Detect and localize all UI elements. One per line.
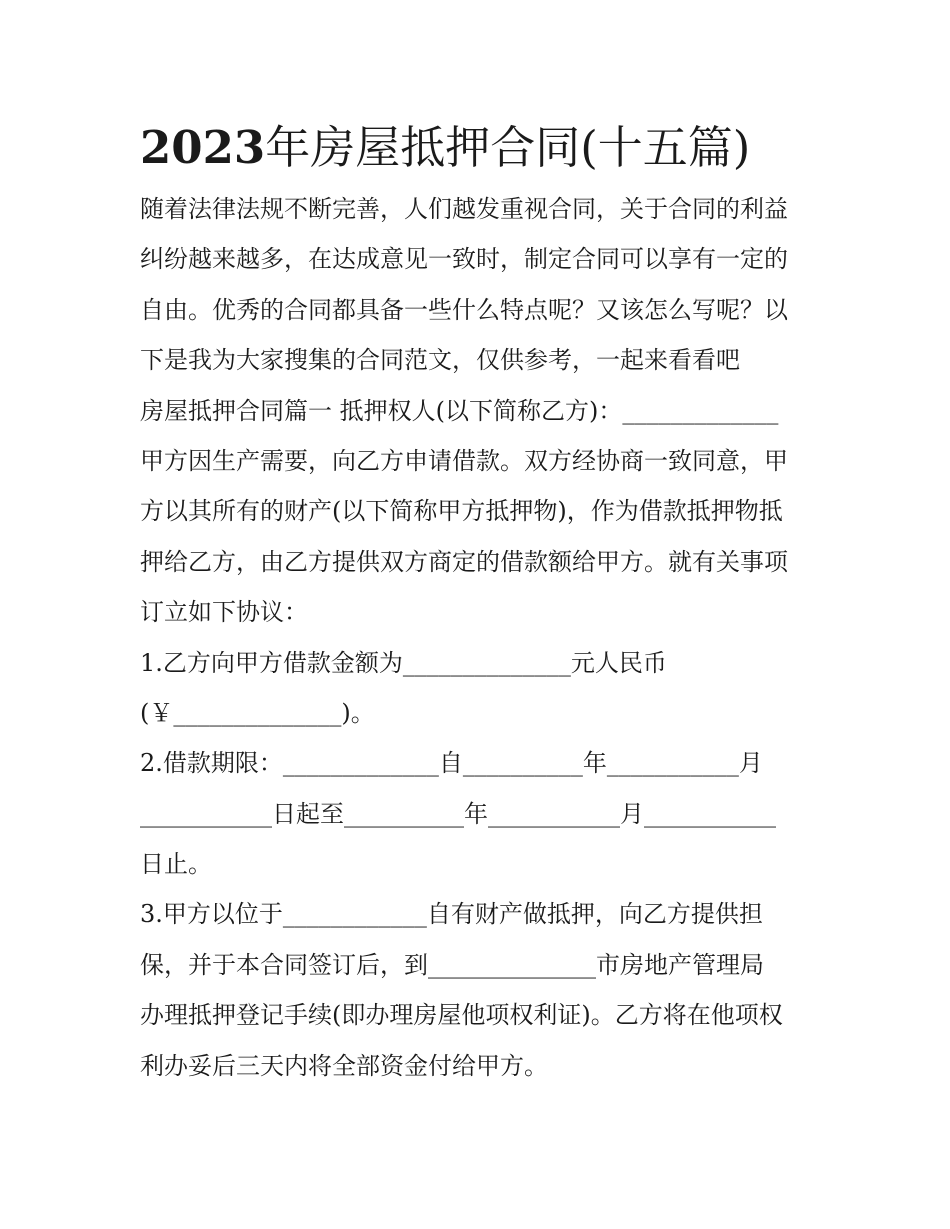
text-line: 方以其所有的财产(以下简称甲方抵押物)，作为借款抵押物抵 (140, 497, 783, 526)
text-line: 订立如下协议： (140, 598, 308, 627)
clause-3-line: 利办妥后三天内将全部资金付给甲方。 (140, 1051, 548, 1080)
text-line: 押给乙方，由乙方提供双方商定的借款额给甲方。就有关事项 (140, 547, 788, 576)
clause-1-line: (￥______________)。 (140, 698, 375, 727)
clause-3-line: 3.甲方以位于____________自有财产做抵押，向乙方提供担 (140, 900, 763, 929)
text-line: 纠纷越来越多，在达成意见一致时，制定合同可以享有一定的 (140, 245, 788, 274)
text-line: 甲方因生产需要，向乙方申请借款。双方经协商一致同意，甲 (140, 446, 788, 475)
section-heading-line: 房屋抵押合同篇一 抵押权人(以下简称乙方)：_____________ (140, 396, 779, 425)
title-text: 年房屋抵押合同(十五篇) (265, 121, 751, 174)
clause-1-line: 1.乙方向甲方借款金额为______________元人民币 (140, 648, 667, 677)
text-line: 下是我为大家搜集的合同范文，仅供参考，一起来看看吧 (140, 346, 740, 375)
text-line: 随着法律法规不断完善，人们越发重视合同，关于合同的利益 (140, 195, 788, 223)
document-title (140, 112, 820, 184)
clause-2-line: 日止。 (140, 850, 212, 879)
title-year: 2023 (140, 121, 266, 174)
text-line: 自由。优秀的合同都具备一些什么特点呢？又该怎么写呢？以 (140, 295, 788, 324)
clause-3-line: 办理抵押登记手续(即办理房屋他项权利证)。乙方将在他项权 (140, 1001, 783, 1030)
document-body (140, 184, 820, 1091)
document-page (140, 112, 820, 1091)
clause-3-line: 保，并于本合同签订后，到______________市房地产管理局 (140, 950, 764, 979)
clause-2-line: ___________日起至__________年___________月___________ (140, 799, 776, 828)
clause-2-line: 2.借款期限：_____________自__________年___________月 (140, 749, 763, 778)
